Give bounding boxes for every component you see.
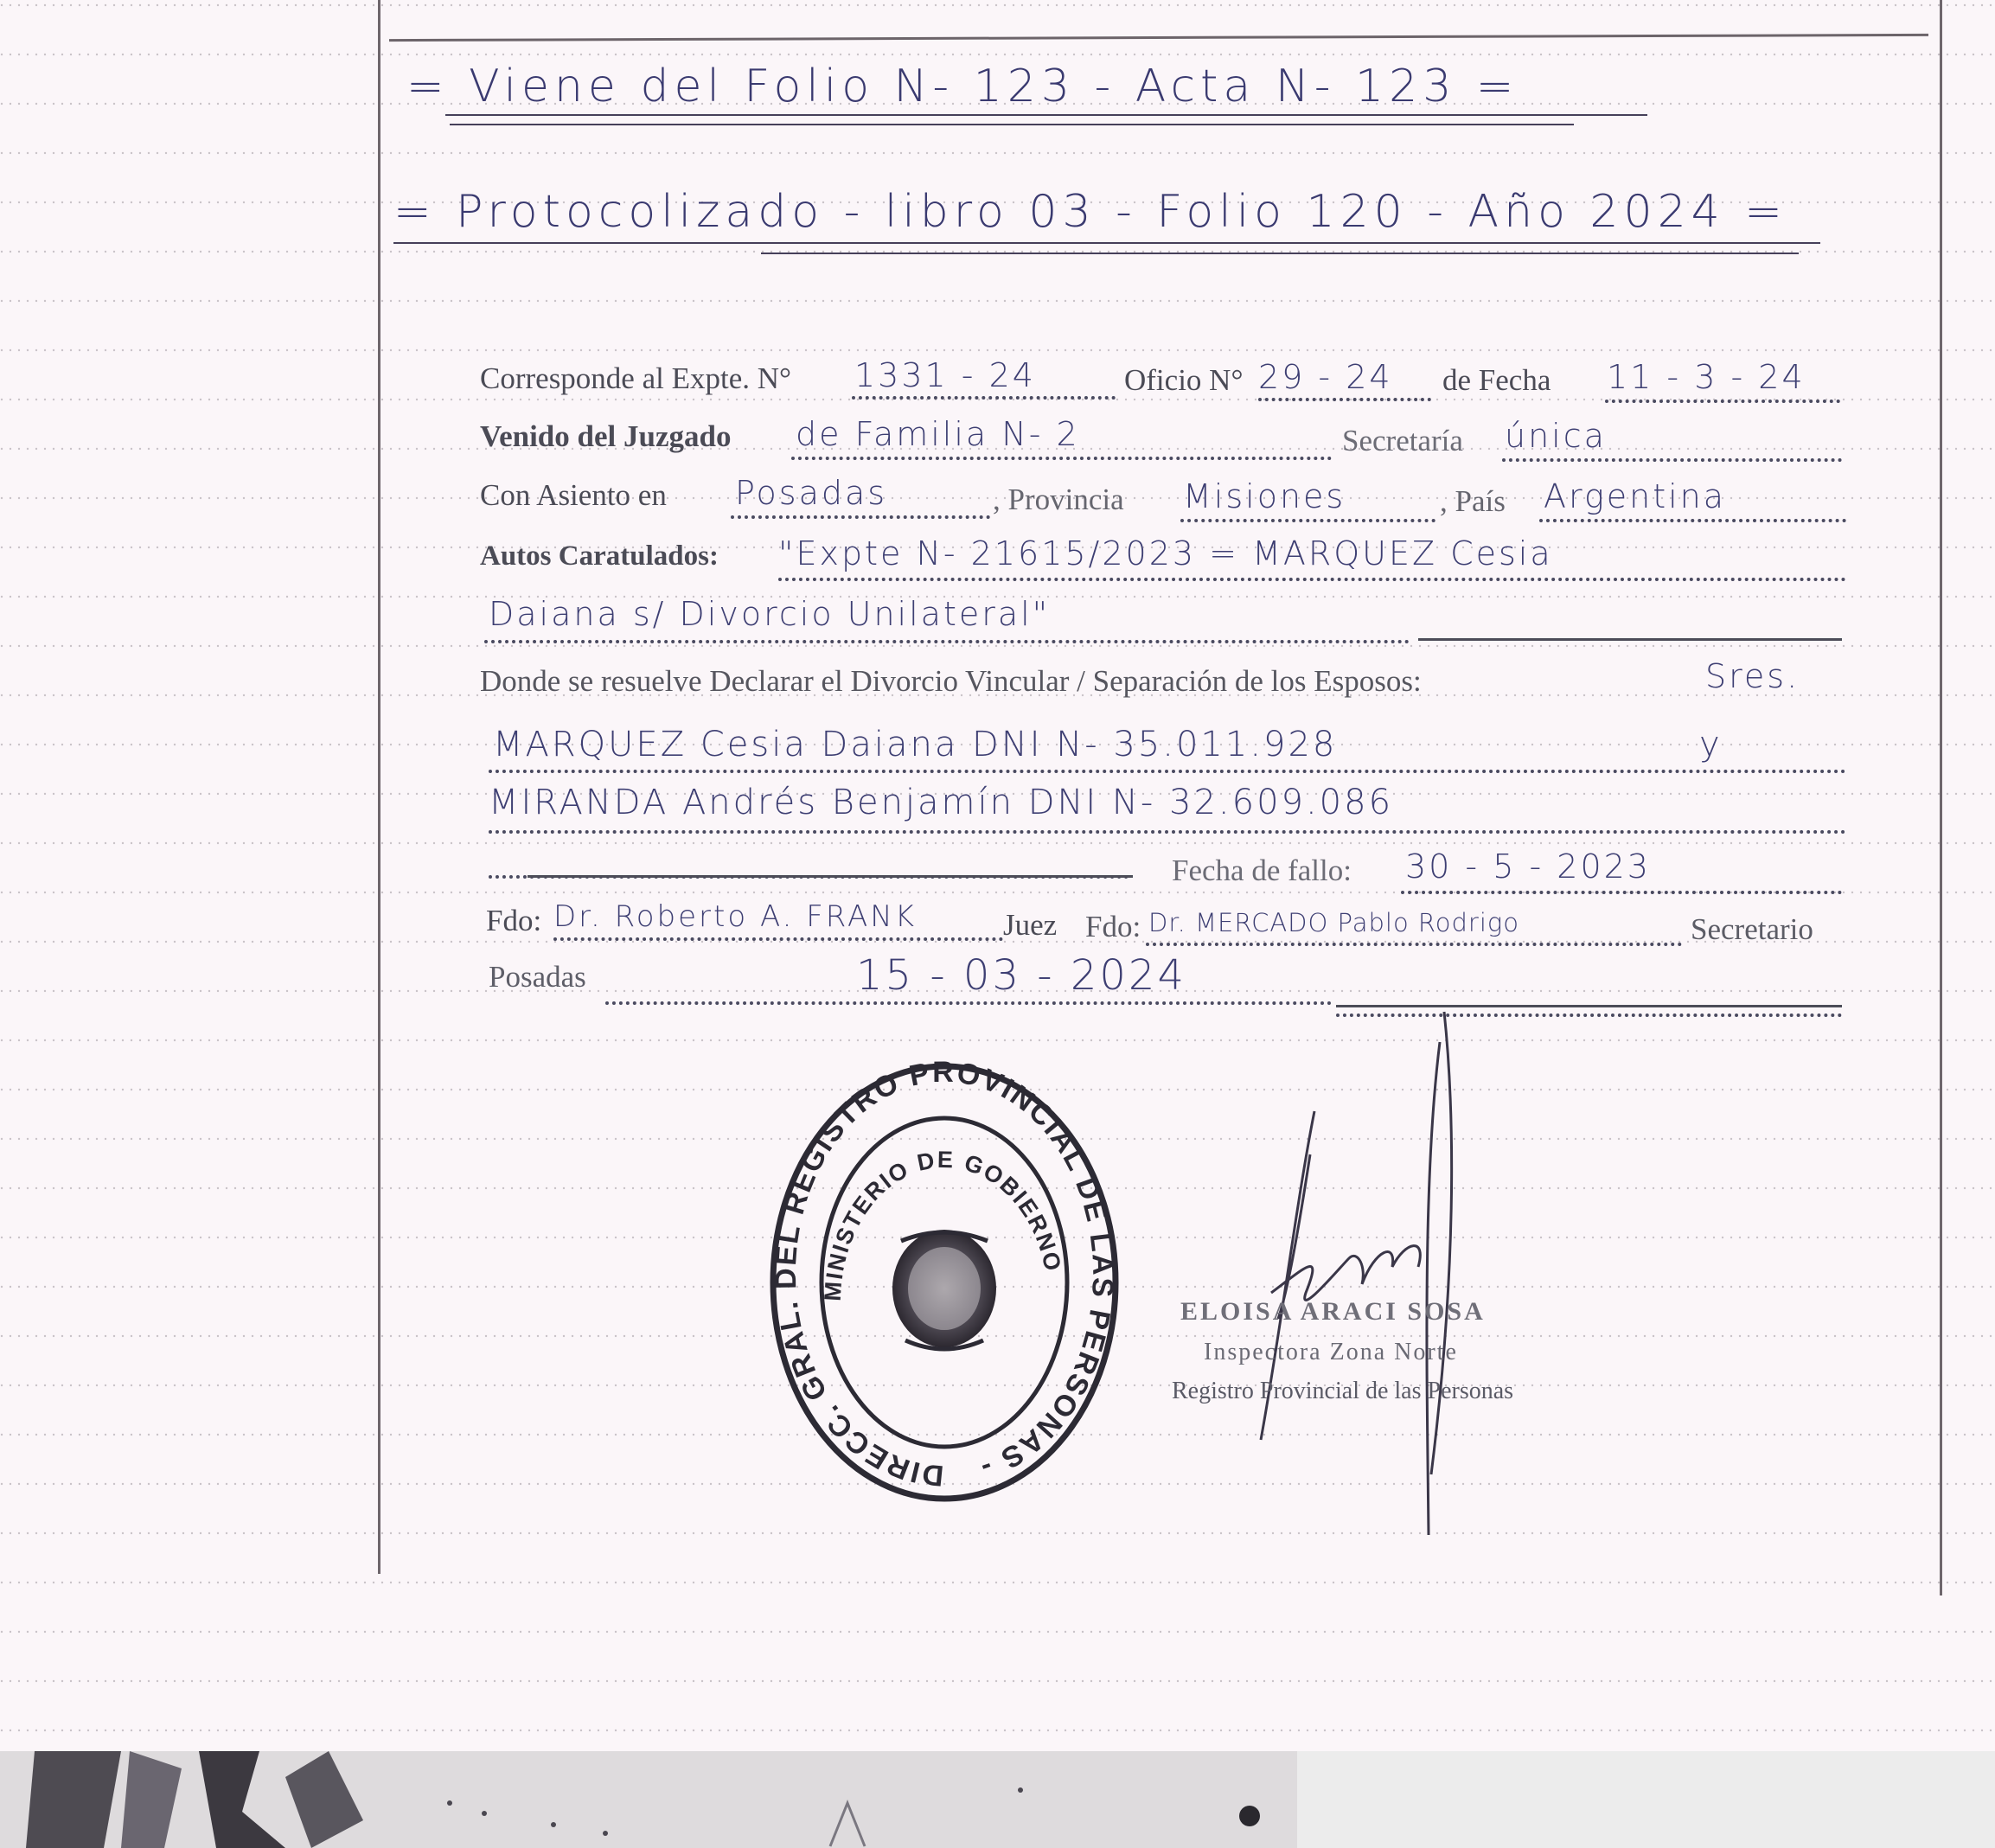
fdo-label-2: Fdo: [1085, 910, 1141, 943]
conjunction-y: y [1699, 725, 1723, 764]
pais-label: , País [1440, 484, 1506, 518]
secretaria-label: Secretaría [1342, 424, 1463, 457]
autos-label: Autos Caratulados: [480, 540, 719, 572]
seal-inner-text: MINISTERIO DE GOBIERNO [819, 1146, 1067, 1302]
fallo-label: Fecha de fallo: [1172, 854, 1352, 887]
fill-line [1539, 519, 1846, 522]
asiento-value: Posadas [735, 474, 888, 512]
fill-line [731, 515, 990, 519]
protocolizado-underline-2 [761, 253, 1799, 254]
viene-del-folio-line: = Viene del Folio N- 123 - Acta N- 123 = [406, 61, 1519, 112]
signer-name: ELOISA ARACI SOSA [1180, 1297, 1486, 1326]
fill-rule [528, 875, 1133, 878]
right-margin-line [1940, 0, 1942, 1595]
fill-line [1180, 519, 1436, 522]
fdo-value-juez: Dr. Roberto A. FRANK [553, 899, 918, 934]
posadas-date: 15 - 03 - 2024 [856, 951, 1186, 1000]
asiento-label: Con Asiento en [480, 478, 667, 512]
signer-title: Inspectora Zona Norte [1204, 1339, 1458, 1365]
fecha-label: de Fecha [1442, 363, 1551, 397]
esposo-1: MARQUEZ Cesia Daiana DNI N- 35.011.928 [493, 725, 1338, 764]
pais-value: Argentina [1544, 477, 1727, 515]
fill-line [489, 830, 1846, 834]
protocolizado-line: = Protocolizado - libro 03 - Folio 120 - Año 2024 = [393, 186, 1787, 238]
venido-label: Venido del Juzgado [480, 419, 732, 453]
seal-outer-text: DIRECC. GRAL. DEL REGISTRO PROVINCIAL DE LAS PERSONAS - [769, 1059, 1120, 1493]
official-seal [763, 1059, 1126, 1509]
fill-line [1502, 458, 1842, 462]
fallo-value: 30 - 5 - 2023 [1405, 847, 1651, 886]
oficio-label: Oficio N° [1124, 363, 1244, 397]
fill-line [1146, 943, 1682, 946]
posadas-label: Posadas [489, 960, 586, 994]
coat-of-arms-icon [892, 1230, 996, 1349]
protocolizado-underline [393, 242, 1820, 244]
secretario-label: Secretario [1691, 912, 1813, 946]
fill-line [1401, 891, 1842, 894]
viene-underline [445, 114, 1647, 116]
juez-label: Juez [1003, 908, 1058, 942]
expte-number: 1331 - 24 [854, 356, 1036, 394]
signer-office: Registro Provincial de las Personas [1172, 1378, 1514, 1404]
fill-line [1258, 398, 1431, 401]
fill-line [852, 396, 1116, 400]
corresponde-label: Corresponde al Expte. N° [480, 361, 792, 395]
fill-line [484, 640, 1410, 643]
esposos-prefix: Sres. [1705, 657, 1800, 695]
fecha-value: 11 - 3 - 24 [1607, 358, 1806, 396]
fdo-value-secretario: Dr. MERCADO Pablo Rodrigo [1148, 908, 1520, 937]
background-surface [0, 1751, 1995, 1848]
esposo-2: MIRANDA Andrés Benjamín DNI N- 32.609.086 [489, 783, 1394, 822]
resuelve-label: Donde se resuelve Declarar el Divorcio Vincular / Separación de los Esposos: [480, 664, 1422, 698]
autos-value-line2: Daiana s/ Divorcio Unilateral" [489, 595, 1051, 633]
fill-rule [1418, 638, 1842, 641]
viene-underline-2 [450, 124, 1574, 125]
fill-line [778, 578, 1846, 581]
fill-line [489, 770, 1846, 773]
handwritten-signature [1245, 1007, 1505, 1544]
background-texture [0, 1751, 1995, 1848]
secretaria-value: única [1505, 417, 1607, 455]
juzgado-value: de Familia N- 2 [796, 415, 1080, 453]
oficio-number: 29 - 24 [1258, 358, 1393, 396]
left-margin-line [378, 0, 380, 1574]
fill-line [791, 457, 1332, 460]
fill-line [553, 937, 1003, 941]
fill-line [1605, 400, 1840, 403]
provincia-value: Misiones [1183, 477, 1346, 515]
provincia-label: , Provincia [993, 483, 1124, 516]
autos-value-line1: "Expte N- 21615/2023 = MARQUEZ Cesia [778, 534, 1553, 572]
fdo-label-1: Fdo: [486, 904, 542, 937]
fill-line [605, 1001, 1332, 1005]
